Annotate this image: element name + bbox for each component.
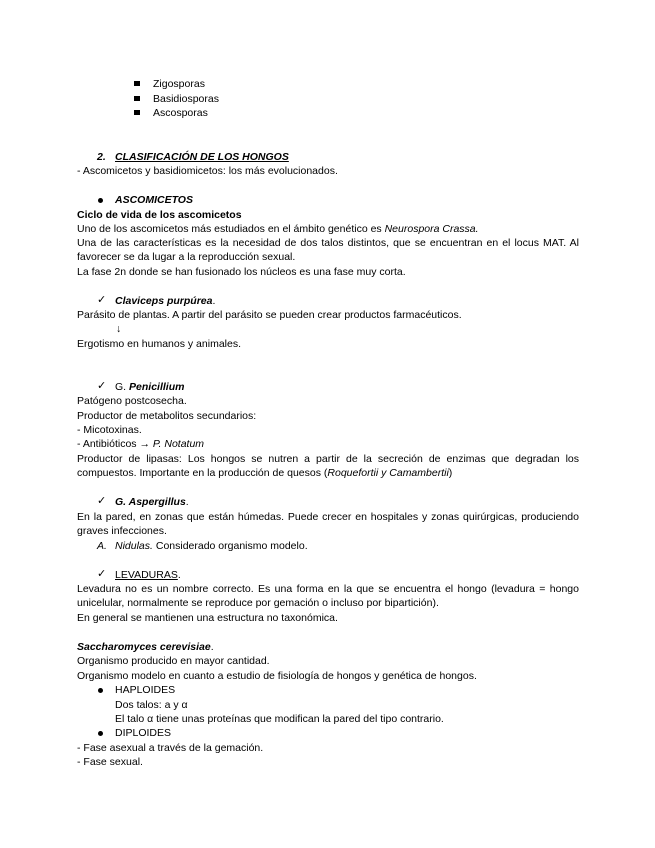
aspergillus-sub-label xyxy=(97,539,107,553)
penicillium-para xyxy=(77,452,579,481)
diploides-label: DIPLOIDES xyxy=(115,727,172,739)
ascomicetos-line1 xyxy=(77,222,479,236)
text-run: - Antibióticos → xyxy=(77,438,153,450)
round-bullet-icon xyxy=(98,198,103,203)
square-bullet-icon xyxy=(134,96,140,101)
checkmark-icon: ✓ xyxy=(97,567,107,580)
section-number: 2. xyxy=(97,151,106,163)
talos-line: Dos talos: a y α xyxy=(115,699,188,711)
round-bullet-icon xyxy=(98,688,103,693)
square-bullet-icon xyxy=(134,81,140,86)
text-run: . xyxy=(210,641,214,653)
fase-asexual-line: - Fase asexual a través de la gemación. xyxy=(77,742,264,754)
penicillium-line1: Patógeno postcosecha. xyxy=(77,395,187,407)
list-item: Zigosporas xyxy=(153,78,205,90)
section-name: LEVADURAS xyxy=(115,569,178,581)
checkmark-icon: ✓ xyxy=(97,379,107,392)
species-name: Neurospora Crassa. xyxy=(384,223,479,235)
penicillium-line2: Productor de metabolitos secundarios: xyxy=(77,410,257,422)
aspergillus-sub xyxy=(115,539,308,553)
aspergillus-para: En la pared, en zonas que están húmedas. Puede crecer en hospitales y zonas quirúrgicas, produciendo graves infecciones. xyxy=(77,511,579,538)
text-run: Considerado organismo modelo. xyxy=(152,540,308,552)
ascomicetos-subheading: Ciclo de vida de los ascomicetos xyxy=(77,209,242,221)
saccharomyces-heading xyxy=(77,640,214,654)
list-marker: A. xyxy=(97,540,107,552)
species-name: Penicillium xyxy=(129,381,185,393)
text-run: Uno de los ascomicetos más estudiados en el ámbito genético es xyxy=(77,223,385,235)
text-run: . xyxy=(177,569,181,581)
species-name: Nidulas. xyxy=(115,540,153,552)
saccharomyces-line1: Organismo producido en mayor cantidad. xyxy=(77,655,270,667)
checkmark-icon: ✓ xyxy=(97,494,107,507)
list-item: Basidiosporas xyxy=(153,93,219,105)
talo-alpha-line: El talo α tiene unas proteínas que modifican la pared del tipo contrario. xyxy=(115,713,444,725)
square-bullet-icon xyxy=(134,110,140,115)
claviceps-desc: Parásito de plantas. A partir del parásito se pueden crear productos farmacéuticos. xyxy=(77,309,462,321)
levaduras-para: Levadura no es un nombre correcto. Es una forma en la que se encuentra el hongo (levadura = hongo unicelular, normalmente se reproduce por gemación o incluso por bipartición). xyxy=(77,583,579,610)
ascomicetos-para2: Una de las características es la necesidad de dos talos distintos, que se encuentran en el locus MAT. Al favorecer se da lugar a la reproducción sexual. xyxy=(77,237,579,264)
fase-sexual-line: - Fase sexual. xyxy=(77,756,143,768)
text-run: Productor de lipasas: Los hongos se nutren a partir de la secreción de enzimas que degradan los compuestos. Importante en la producción de quesos ( xyxy=(77,453,579,480)
text-run: ) xyxy=(448,467,453,480)
section-title: CLASIFICACIÓN DE LOS HONGOS xyxy=(115,151,289,163)
species-name: Saccharomyces cerevisiae xyxy=(77,641,211,653)
ascomicetos-heading: ASCOMICETOS xyxy=(115,194,193,206)
checkmark-icon: ✓ xyxy=(97,293,107,306)
saccharomyces-line2: Organismo modelo en cuanto a estudio de fisiología de hongos y genética de hongos. xyxy=(77,670,477,682)
species-name: Roquefortii y Camambertii xyxy=(327,467,449,480)
text-run: . xyxy=(212,295,216,307)
levaduras-line: En general se mantienen una estructura no taxonómica. xyxy=(77,612,338,624)
haploides-label: HAPLOIDES xyxy=(115,684,176,696)
down-arrow-icon: ↓ xyxy=(116,323,122,335)
ascomicetos-para3: La fase 2n donde se han fusionado los núcleos es una fase muy corta. xyxy=(77,266,406,278)
species-name: G. Aspergillus xyxy=(115,496,186,508)
species-name: P. Notatum xyxy=(152,438,205,450)
section-intro: - Ascomicetos y basidiomicetos: los más evolucionados. xyxy=(77,165,338,177)
penicillium-line3: - Micotoxinas. xyxy=(77,424,142,436)
claviceps-result: Ergotismo en humanos y animales. xyxy=(77,338,241,350)
text-run: . xyxy=(185,496,189,508)
claviceps-heading xyxy=(115,294,215,308)
aspergillus-heading xyxy=(115,495,189,509)
levaduras-heading xyxy=(115,568,181,582)
list-item: Ascosporas xyxy=(153,107,208,119)
penicillium-line4 xyxy=(77,437,204,451)
species-name: Claviceps purpúrea xyxy=(115,295,213,307)
round-bullet-icon xyxy=(98,731,103,736)
penicillium-heading xyxy=(115,380,184,394)
text-run: G. xyxy=(115,381,127,393)
